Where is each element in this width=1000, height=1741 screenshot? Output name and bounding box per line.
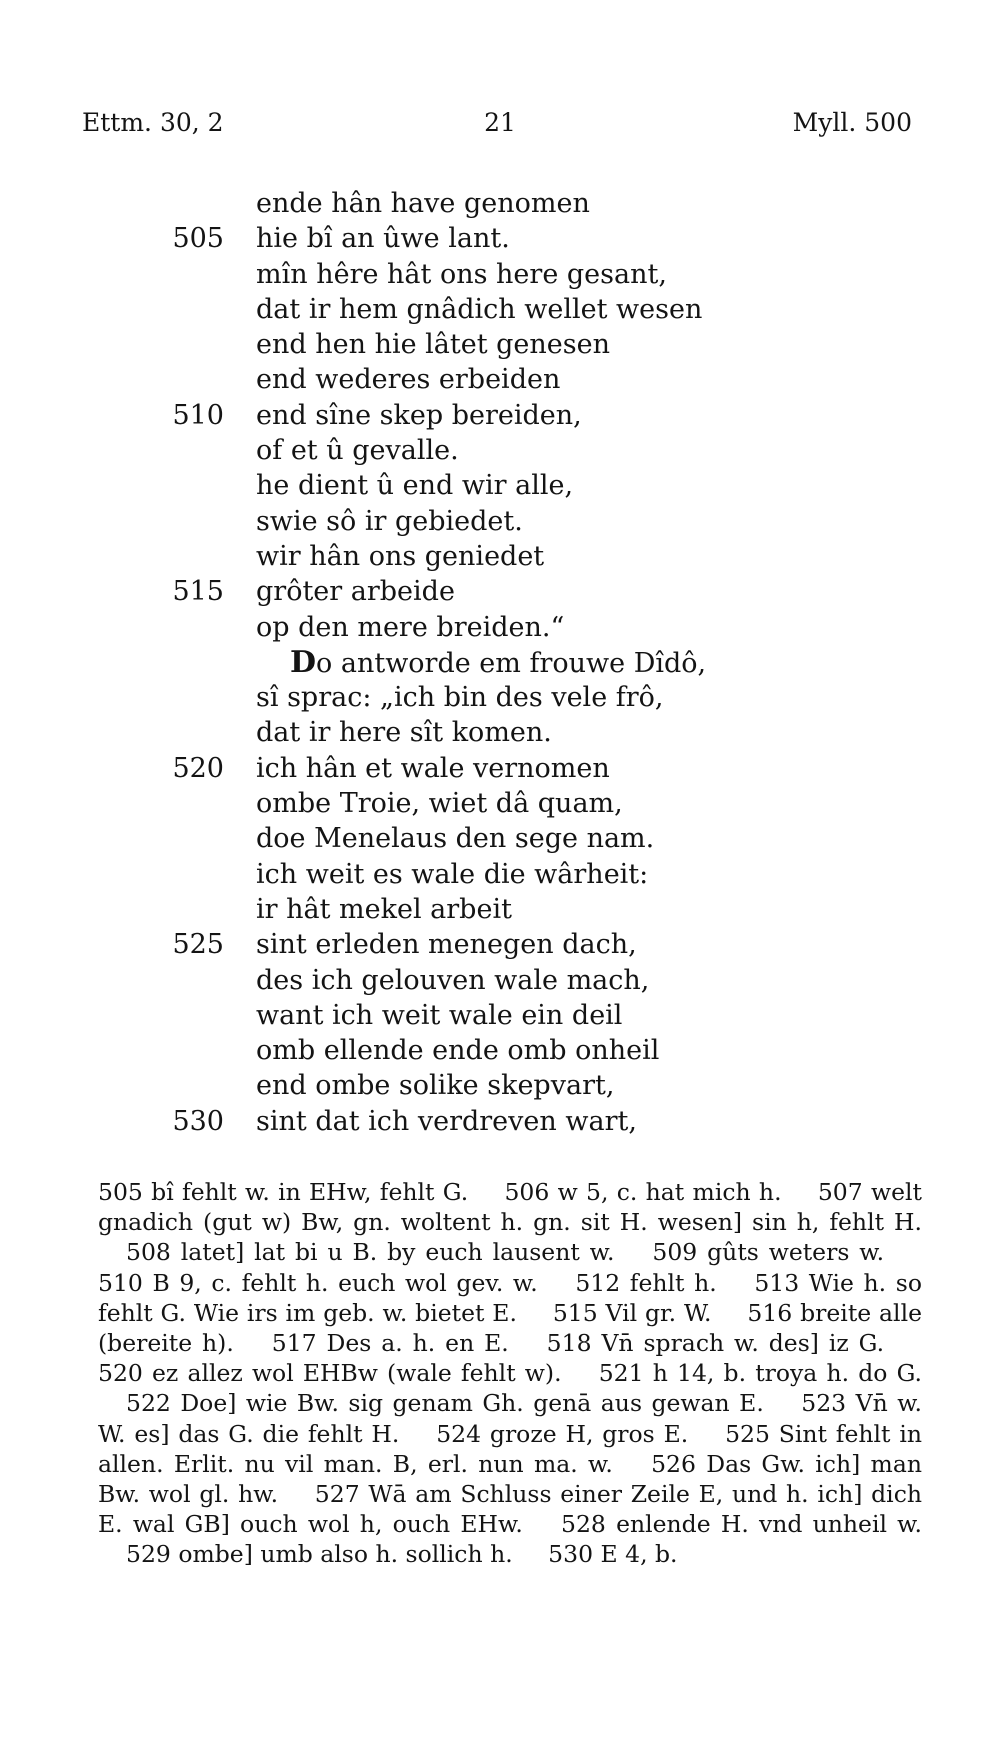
line-text: dat ir hem gnâdich wellet wesen [256, 293, 703, 325]
verse-line [0, 927, 1000, 962]
header-left: Ettm. 30, 2 [82, 108, 224, 137]
line-text: swie sô ir gebiedet. [256, 505, 523, 537]
apparatus-note: 512 fehlt h. [575, 1268, 717, 1297]
apparatus-note: 523 Vn̄ w. W. es] das G. die fehlt H. [98, 1389, 922, 1448]
verse-line [0, 892, 1000, 927]
line-number: 520 [172, 752, 224, 784]
verse-line [0, 362, 1000, 397]
apparatus-note: 507 welt gnadich (gut w) Bw, gn. woltent h. gn. sit H. wesen] sin h, fehlt H. [98, 1178, 922, 1237]
verse-line [0, 751, 1000, 786]
line-number: 505 [172, 223, 224, 255]
verse-line [0, 221, 1000, 256]
verse-line [0, 1068, 1000, 1103]
apparatus-note: 525 Sint fehlt in allen. Erlit. nu vil man. B, erl. nun ma. w. [98, 1419, 922, 1478]
apparatus-note: 526 Das Gw. ich] man Bw. wol gl. hw. [98, 1449, 922, 1509]
line-text: sint erleden menegen dach, [256, 929, 637, 961]
initial-letter: D [290, 644, 317, 680]
line-text: sint dat ich verdreven wart, [256, 1105, 637, 1137]
line-text: omb ellende ende omb onheil [256, 1035, 660, 1067]
verse-line [0, 504, 1000, 539]
line-text: ende hân have genomen [256, 188, 590, 219]
verse-line [0, 1104, 1000, 1139]
verse-line [0, 680, 1000, 715]
apparatus-note: 509 gûts weters w. [652, 1238, 885, 1267]
verse-line [0, 257, 1000, 292]
verse-line [0, 1033, 1000, 1068]
line-text: end wederes erbeiden [256, 364, 561, 396]
apparatus-note: 520 ez allez wol EHBw (wale fehlt w). [98, 1359, 562, 1388]
apparatus-note: 505 bî fehlt w. in EHw, fehlt G. [98, 1178, 469, 1206]
header-right: Myll. 500 [792, 108, 912, 137]
line-text: ombe Troie, wiet dâ quam, [256, 788, 623, 820]
verse-text [0, 186, 1000, 1139]
verse-line [0, 433, 1000, 468]
verse-line [0, 857, 1000, 892]
apparatus-paragraph [98, 1177, 922, 1570]
line-text: mîn hêre hât ons here gesant, [256, 258, 667, 290]
apparatus-note: 508 latet] lat bi u B. by euch lausent w. [126, 1238, 615, 1267]
verse-line [0, 610, 1000, 645]
apparatus-note: 528 enlende H. vnd unheil w. [561, 1510, 922, 1539]
apparatus-note: 522 Doe] wie Bw. sig genam Gh. genā aus gewan E. [126, 1389, 764, 1418]
verse-line [0, 292, 1000, 327]
apparatus-note: 506 w 5, c. hat mich h. [504, 1178, 782, 1206]
verse-line [0, 645, 1000, 680]
verse-line [0, 539, 1000, 574]
line-text: des ich gelouven wale mach, [256, 964, 650, 996]
apparatus-note: 510 B 9, c. fehlt h. euch wol gev. w. [98, 1268, 538, 1297]
verse-line [0, 821, 1000, 856]
line-number: 525 [172, 929, 224, 961]
verse-line [0, 574, 1000, 609]
line-text: want ich weit wale ein deil [256, 999, 623, 1031]
apparatus-note: 527 Wā am Schluss einer Zeile E, und h. ich] dich E. wal GB] ouch wol h, ouch EHw. [98, 1480, 922, 1539]
apparatus-note: 517 Des a. h. en E. [271, 1329, 509, 1358]
verse-line [0, 186, 1000, 221]
apparatus-note: 524 groze H, gros E. [436, 1419, 689, 1448]
line-text-rest: o antworde em frouwe Dîdô, [316, 647, 707, 679]
line-number: 515 [172, 576, 224, 608]
line-text: sî sprac: „ich bin des vele frô, [256, 682, 664, 714]
line-text: doe Menelaus den sege nam. [256, 823, 655, 855]
running-head [0, 108, 1000, 148]
line-text: op den mere breiden.“ [256, 611, 565, 643]
line-text: ich hân et wale vernomen [256, 752, 610, 784]
line-text: of et û gevalle. [256, 435, 459, 467]
apparatus-note: 518 Vn̄ sprach w. des] iz G. [546, 1329, 885, 1358]
line-text: hie bî an ûwe lant. [256, 223, 510, 255]
apparatus-note: 515 Vil gr. W. [552, 1298, 712, 1327]
apparatus-note: 513 Wie h. so fehlt G. Wie irs im geb. w. bietet E. [98, 1268, 922, 1327]
verse-line [0, 998, 1000, 1033]
line-text: grôter arbeide [256, 576, 455, 608]
verse-line [0, 398, 1000, 433]
apparatus-note: 516 breite alle (bereite h). [98, 1298, 922, 1358]
line-text: end ombe solike skepvart, [256, 1070, 615, 1102]
line-text: wir hân ons geniedet [256, 540, 545, 572]
verse-line [0, 963, 1000, 998]
line-text: he dient û end wir alle, [256, 470, 574, 502]
critical-apparatus [98, 1177, 922, 1570]
verse-line [0, 468, 1000, 503]
apparatus-note: 521 h 14, b. troya h. do G. [598, 1359, 922, 1388]
verse-line [0, 327, 1000, 362]
line-text: end hen hie lâtet genesen [256, 329, 611, 361]
page-number: 21 [484, 108, 516, 137]
line-text [290, 645, 706, 681]
line-text: ir hât mekel arbeit [256, 893, 512, 925]
apparatus-note: 530 E 4, b. [548, 1540, 678, 1569]
verse-line [0, 786, 1000, 821]
line-text: ich weit es wale die wârheit: [256, 858, 649, 890]
line-text: end sîne skep bereiden, [256, 399, 582, 431]
apparatus-note: 529 ombe] umb also h. sollich h. [126, 1540, 513, 1569]
line-number: 510 [172, 399, 224, 431]
line-text: dat ir here sît komen. [256, 717, 552, 749]
line-number: 530 [172, 1105, 224, 1137]
verse-line [0, 715, 1000, 750]
